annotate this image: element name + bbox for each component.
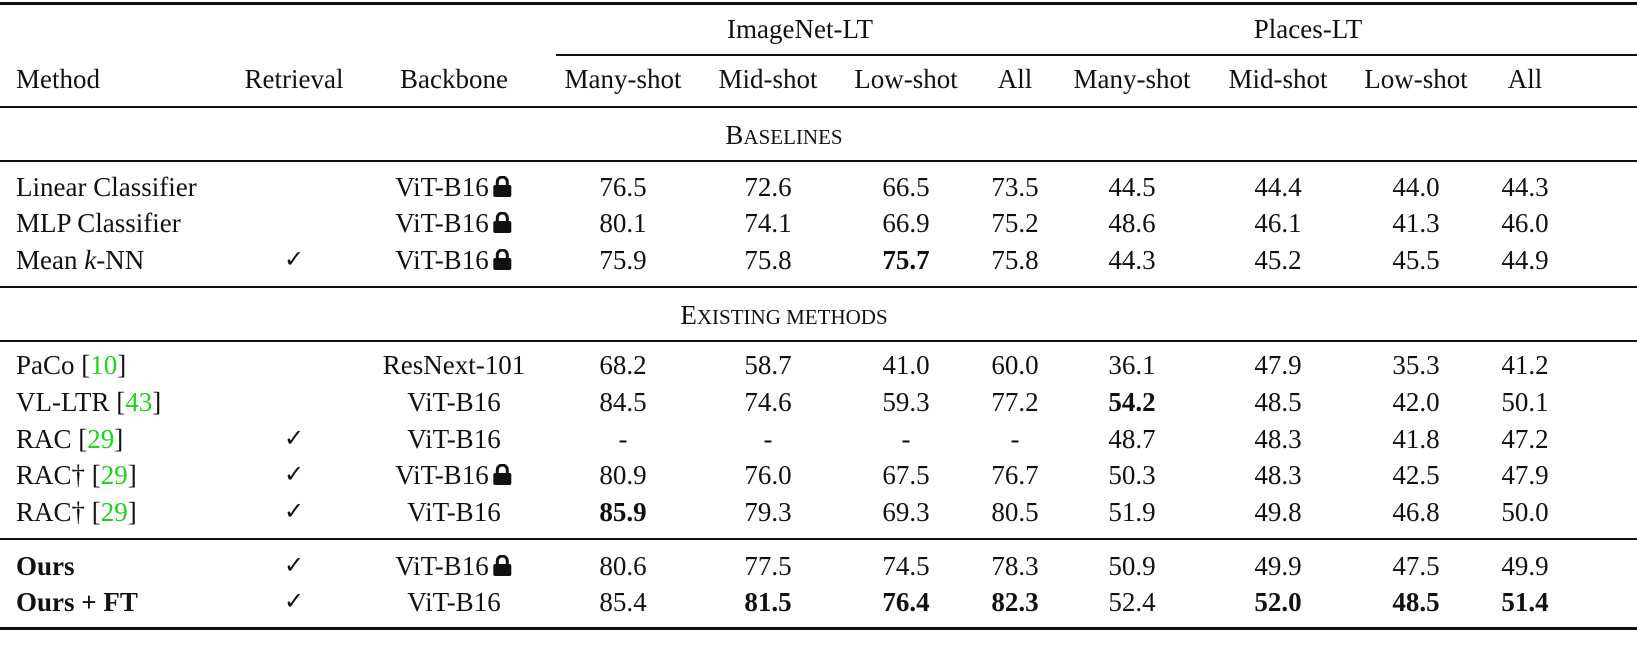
value-cell: 44.3 [1501,172,1549,202]
bottom-rule [0,627,1637,630]
value-cell: 77.5 [744,551,792,581]
value-cell: 50.3 [1108,460,1156,490]
backbone-cell: ViT-B16 [395,247,512,274]
value-cell: 42.5 [1392,460,1440,490]
column-header: Low-shot [1364,64,1468,94]
method-cell: Ours + FT [16,587,138,617]
value-cell: 49.9 [1254,551,1302,581]
column-header: Mid-shot [718,64,818,94]
retrieval-check: ✓ [283,424,305,452]
value-cell: 50.9 [1108,551,1156,581]
value-cell: - [763,424,773,454]
value-cell: 47.2 [1501,424,1549,454]
value-cell: 45.2 [1254,245,1302,275]
column-header: Many-shot [564,64,682,94]
value-cell: 44.0 [1392,172,1440,202]
value-cell: 51.9 [1108,497,1156,527]
value-cell: 72.6 [744,172,792,202]
column-header: Method [16,64,100,94]
value-cell: 47.9 [1254,350,1302,380]
retrieval-check: ✓ [283,245,305,273]
value-cell: 52.4 [1108,587,1156,617]
backbone-cell: ViT-B16 [395,210,512,237]
column-header: Low-shot [854,64,958,94]
value-cell: 46.0 [1501,208,1549,238]
backbone-cell: ViT-B16 [407,424,501,454]
retrieval-check: ✓ [283,587,305,615]
value-cell: 44.3 [1108,245,1156,275]
value-cell: 58.7 [744,350,792,380]
value-cell: 78.3 [991,551,1039,581]
value-cell: 49.8 [1254,497,1302,527]
method-cell: RAC† [29] [16,460,137,490]
section-baselines: BASELINES [725,120,843,150]
value-cell: 48.5 [1392,587,1440,617]
backbone-cell: ViT-B16 [395,553,512,580]
value-cell: 84.5 [599,387,647,417]
value-cell: 66.9 [882,208,930,238]
lock-icon [493,176,513,198]
lock-icon [493,555,513,577]
column-header: Retrieval [244,64,344,94]
value-cell: - [1010,424,1020,454]
retrieval-check: ✓ [283,551,305,579]
column-header: Mid-shot [1228,64,1328,94]
value-cell: 44.9 [1501,245,1549,275]
value-cell: 82.3 [991,587,1039,617]
value-cell: 48.5 [1254,387,1302,417]
value-cell: 67.5 [882,460,930,490]
value-cell: 76.7 [991,460,1039,490]
value-cell: 79.3 [744,497,792,527]
value-cell: 35.3 [1392,350,1440,380]
value-cell: 69.3 [882,497,930,527]
value-cell: 48.7 [1108,424,1156,454]
citation-link[interactable]: 10 [90,350,118,380]
column-header: Many-shot [1073,64,1191,94]
backbone-cell: ViT-B16 [395,462,512,489]
backbone-cell: ViT-B16 [407,587,501,617]
value-cell: 48.3 [1254,424,1302,454]
value-cell: 75.2 [991,208,1039,238]
value-cell: 80.5 [991,497,1039,527]
value-cell: 60.0 [991,350,1039,380]
value-cell: 76.4 [882,587,930,617]
backbone-cell: ViT-B16 [407,387,501,417]
citation-link[interactable]: 29 [100,497,128,527]
value-cell: 47.5 [1392,551,1440,581]
header-rule [0,106,1637,108]
citation-link[interactable]: 43 [125,387,153,417]
value-cell: 77.2 [991,387,1039,417]
section-rule-1 [0,286,1637,288]
lock-icon [493,464,513,486]
lock-icon [493,249,513,271]
value-cell: 54.2 [1108,387,1156,417]
value-cell: 66.5 [882,172,930,202]
value-cell: - [901,424,911,454]
section-rule-2 [0,538,1637,540]
backbone-cell: ResNext-101 [382,350,526,380]
value-cell: 76.0 [744,460,792,490]
value-cell: 80.9 [599,460,647,490]
column-header: All [997,64,1033,94]
section-existing-methods: EXISTING METHODS [680,300,888,330]
citation-link[interactable]: 29 [100,460,128,490]
value-cell: 75.8 [991,245,1039,275]
citation-link[interactable]: 29 [87,424,115,454]
value-cell: 47.9 [1501,460,1549,490]
value-cell: 48.3 [1254,460,1302,490]
value-cell: 75.8 [744,245,792,275]
value-cell: 36.1 [1108,350,1156,380]
method-cell: Linear Classifier [16,172,197,202]
value-cell: 80.6 [599,551,647,581]
value-cell: 80.1 [599,208,647,238]
value-cell: - [618,424,628,454]
value-cell: 48.6 [1108,208,1156,238]
value-cell: 46.1 [1254,208,1302,238]
value-cell: 46.8 [1392,497,1440,527]
value-cell: 50.0 [1501,497,1549,527]
retrieval-check: ✓ [283,497,305,525]
value-cell: 41.8 [1392,424,1440,454]
value-cell: 75.7 [882,245,930,275]
value-cell: 49.9 [1501,551,1549,581]
column-header: Backbone [400,64,508,94]
group-places-lt: Places-LT [1253,14,1363,44]
method-cell: VL-LTR [43] [16,387,162,417]
method-cell: Mean k-NN [16,245,145,275]
value-cell: 42.0 [1392,387,1440,417]
group-underline [556,54,1637,56]
method-cell: RAC† [29] [16,497,137,527]
method-cell: RAC [29] [16,424,124,454]
retrieval-check: ✓ [283,460,305,488]
value-cell: 75.9 [599,245,647,275]
value-cell: 85.4 [599,587,647,617]
value-cell: 51.4 [1501,587,1549,617]
value-cell: 44.5 [1108,172,1156,202]
method-cell: PaCo [10] [16,350,127,380]
existing-rule [0,340,1637,342]
value-cell: 41.0 [882,350,930,380]
value-cell: 74.5 [882,551,930,581]
value-cell: 59.3 [882,387,930,417]
value-cell: 74.6 [744,387,792,417]
value-cell: 81.5 [744,587,792,617]
value-cell: 50.1 [1501,387,1549,417]
value-cell: 45.5 [1392,245,1440,275]
top-rule [0,2,1637,5]
value-cell: 44.4 [1254,172,1302,202]
method-cell: MLP Classifier [16,208,181,238]
value-cell: 73.5 [991,172,1039,202]
column-header: All [1507,64,1543,94]
value-cell: 41.2 [1501,350,1549,380]
value-cell: 74.1 [744,208,792,238]
value-cell: 85.9 [599,497,647,527]
value-cell: 68.2 [599,350,647,380]
lock-icon [493,212,513,234]
backbone-cell: ViT-B16 [407,497,501,527]
group-imagenet-lt: ImageNet-LT [727,14,873,44]
value-cell: 41.3 [1392,208,1440,238]
method-cell: Ours [16,551,75,581]
backbone-cell: ViT-B16 [395,174,512,201]
value-cell: 52.0 [1254,587,1302,617]
baselines-rule [0,160,1637,162]
value-cell: 76.5 [599,172,647,202]
